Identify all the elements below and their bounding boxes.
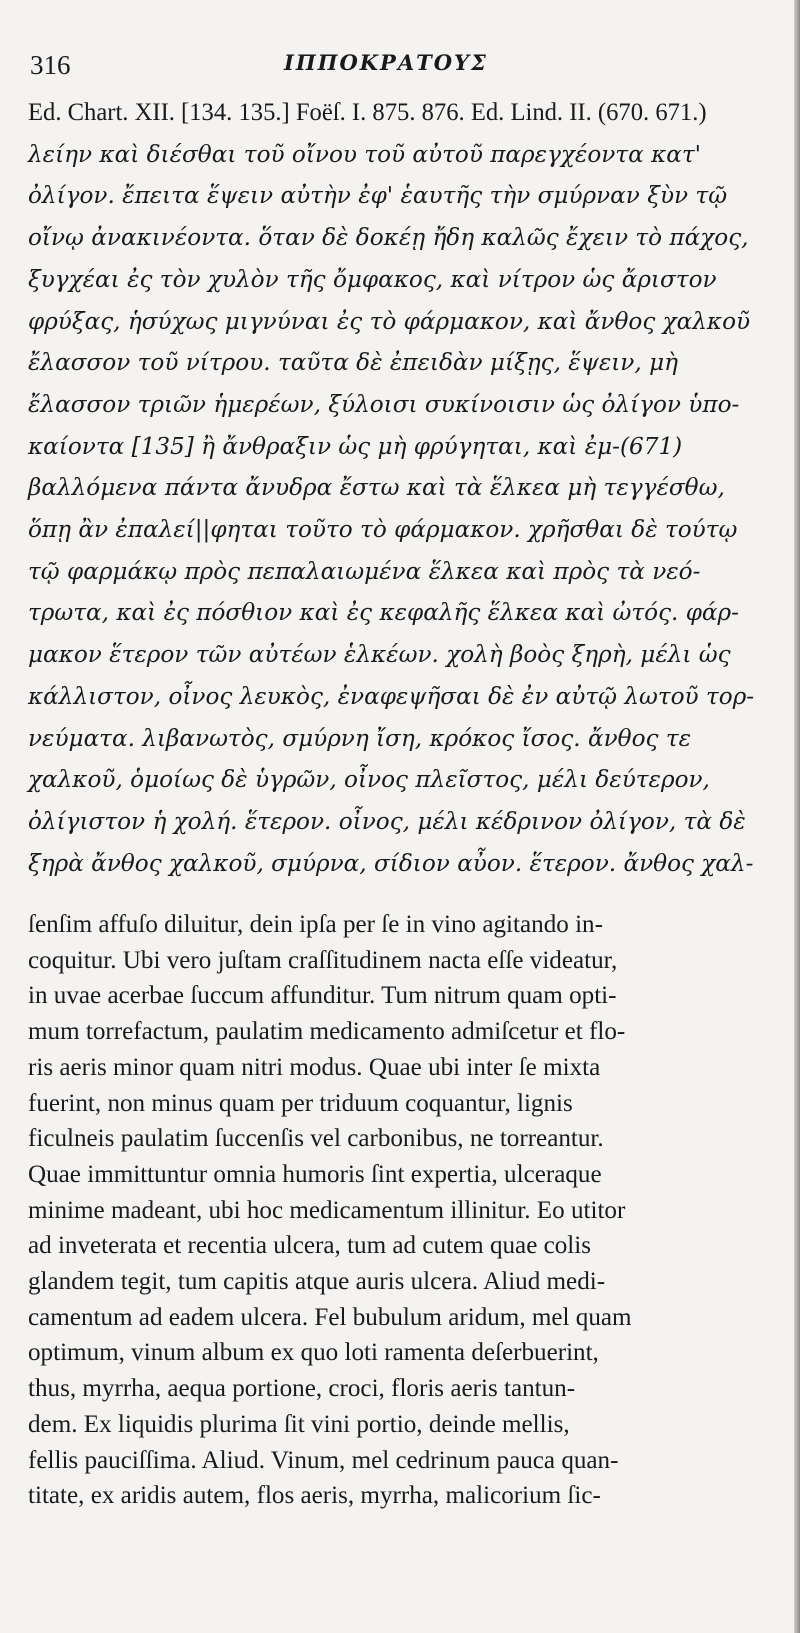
- page-number: 316: [30, 50, 71, 80]
- greek-text-line: φρύξας, ἡσύχως μιγνύναι ἐς τὸ φάρμακον, καὶ ἄνθος χαλκοῦ: [28, 306, 751, 335]
- latin-text-block: [28, 906, 788, 1513]
- greek-text-line: νεύματα. λιβανωτὸς, σμύρνη ἴση, κρόκος ἴσος. ἄνθος τε: [28, 723, 692, 752]
- greek-text-line: καίοντα [135] ἢ ἄνθραξιν ὡς μὴ φρύγηται, καὶ ἐμ-(671): [28, 431, 683, 460]
- greek-text-line: ξηρὰ ἄνθος χαλκοῦ, σμύρνα, σίδιον αὖον. ἕτερον. ἄνθος χαλ-: [28, 848, 754, 877]
- latin-text-line: fuerint, non minus quam per triduum coquantur, lignis: [28, 1087, 573, 1117]
- latin-text-line: ad inveterata et recentia ulcera, tum ad cutem quae colis: [28, 1230, 592, 1260]
- latin-text-line: camentum ad eadem ulcera. Fel bubulum aridum, mel quam: [28, 1301, 632, 1331]
- latin-text-line: mum torrefactum, paulatim medicamento admiſcetur et flo-: [28, 1016, 626, 1046]
- latin-text-line: minime madeant, ubi hoc medicamentum illinitur. Eo utitor: [28, 1194, 626, 1224]
- greek-text-line: κάλλιστον, οἶνος λευκὸς, ἐναφεψῆσαι δὲ ἐν αὐτῷ λωτοῦ τορ-: [28, 681, 755, 710]
- latin-text-line: optimum, vinum album ex quo loti ramenta deſerbuerint,: [28, 1337, 599, 1367]
- latin-text-line: in uvae acerbae ſuccum affunditur. Tum nitrum quam opti-: [28, 980, 617, 1010]
- latin-text-line: dem. Ex liquidis plurima ſit vini portio, deinde mellis,: [28, 1408, 570, 1438]
- greek-text-block: [28, 92, 788, 884]
- greek-text-line: τῷ φαρμάκῳ πρὸς πεπαλαιωμένα ἕλκεα καὶ πρὸς τὰ νεό-: [28, 556, 701, 585]
- greek-text-line: ξυγχέαι ἐς τὸν χυλὸν τῆς ὄμφακος, καὶ νίτρον ὡς ἄριστον: [28, 264, 717, 293]
- page-edge-shadow: [794, 0, 800, 1633]
- page-header: [26, 48, 766, 88]
- latin-text-line: fellis pauciſſima. Aliud. Vinum, mel cedrinum pauca quan-: [28, 1444, 619, 1474]
- greek-text-line: ὅπῃ ἂν ἐπαλεί||φηται τοῦτο τὸ φάρμακον. χρῆσθαι δὲ τούτῳ: [28, 515, 738, 544]
- edition-reference-line: Ed. Chart. XII. [134. 135.] Foëſ. I. 875. 876. Ed. Lind. II. (670. 671.): [28, 99, 707, 126]
- latin-text-line: ficulneis paulatim ſuccenſis vel carbonibus, ne torreantur.: [28, 1123, 604, 1153]
- greek-text-line: ὀλίγιστον ἡ χολή. ἕτερον. οἶνος, μέλι κέδρινον ὀλίγον, τὰ δὲ: [28, 806, 746, 835]
- greek-text-line: οἴνῳ ἀνακινέοντα. ὅταν δὲ δοκέῃ ἤδη καλῶς ἔχειν τὸ πάχος,: [28, 223, 749, 252]
- running-title: ΙΠΠΟΚΡΑΤΟΥΣ: [284, 50, 488, 75]
- latin-text-line: thus, myrrha, aequa portione, croci, floris aeris tantun-: [28, 1373, 576, 1403]
- greek-text-line: ὀλίγον. ἔπειτα ἕψειν αὐτὴν ἐφ' ἑαυτῆς τὴν σμύρναν ξὺν τῷ: [28, 181, 728, 210]
- latin-text-line: ſenſim affuſo diluitur, dein ipſa per ſe in vino agitando in-: [28, 909, 603, 938]
- greek-text-line: ἔλασσον τοῦ νίτρου. ταῦτα δὲ ἐπειδὰν μίξῃς, ἕψειν, μὴ: [28, 348, 678, 377]
- greek-text-line: μακον ἕτερον τῶν αὐτέων ἑλκέων. χολὴ βοὸς ξηρὴ, μέλι ὡς: [28, 640, 731, 669]
- greek-text-line: βαλλόμενα πάντα ἄνυδρα ἔστω καὶ τὰ ἕλκεα μὴ τεγγέσθω,: [28, 473, 725, 502]
- greek-text-line: ἔλασσον τριῶν ἡμερέων, ξύλοισι συκίνοισιν ὡς ὀλίγον ὑπο-: [28, 389, 740, 418]
- latin-text-line: glandem tegit, tum capitis atque auris ulcera. Aliud medi-: [28, 1266, 606, 1296]
- greek-text-line: λείην καὶ διέσθαι τοῦ οἴνου τοῦ αὐτοῦ παρεγχέοντα κατ': [28, 139, 702, 168]
- latin-text-line: titate, ex aridis autem, flos aeris, myrrha, malicorium ſic-: [28, 1480, 601, 1510]
- latin-text-line: Quae immittuntur omnia humoris ſint expertia, ulceraque: [28, 1158, 602, 1188]
- greek-text-line: τρωτα, καὶ ἐς πόσθιον καὶ ἐς κεφαλῆς ἕλκεα καὶ ὠτός. φάρ-: [28, 598, 739, 627]
- greek-text-line: χαλκοῦ, ὁμοίως δὲ ὑγρῶν, οἶνος πλεῖστος, μέλι δεύτερον,: [28, 765, 710, 794]
- latin-text-line: coquitur. Ubi vero juſtam craſſitudinem nacta eſſe videatur,: [28, 944, 618, 974]
- latin-text-line: ris aeris minor quam nitri modus. Quae ubi inter ſe mixta: [28, 1051, 601, 1081]
